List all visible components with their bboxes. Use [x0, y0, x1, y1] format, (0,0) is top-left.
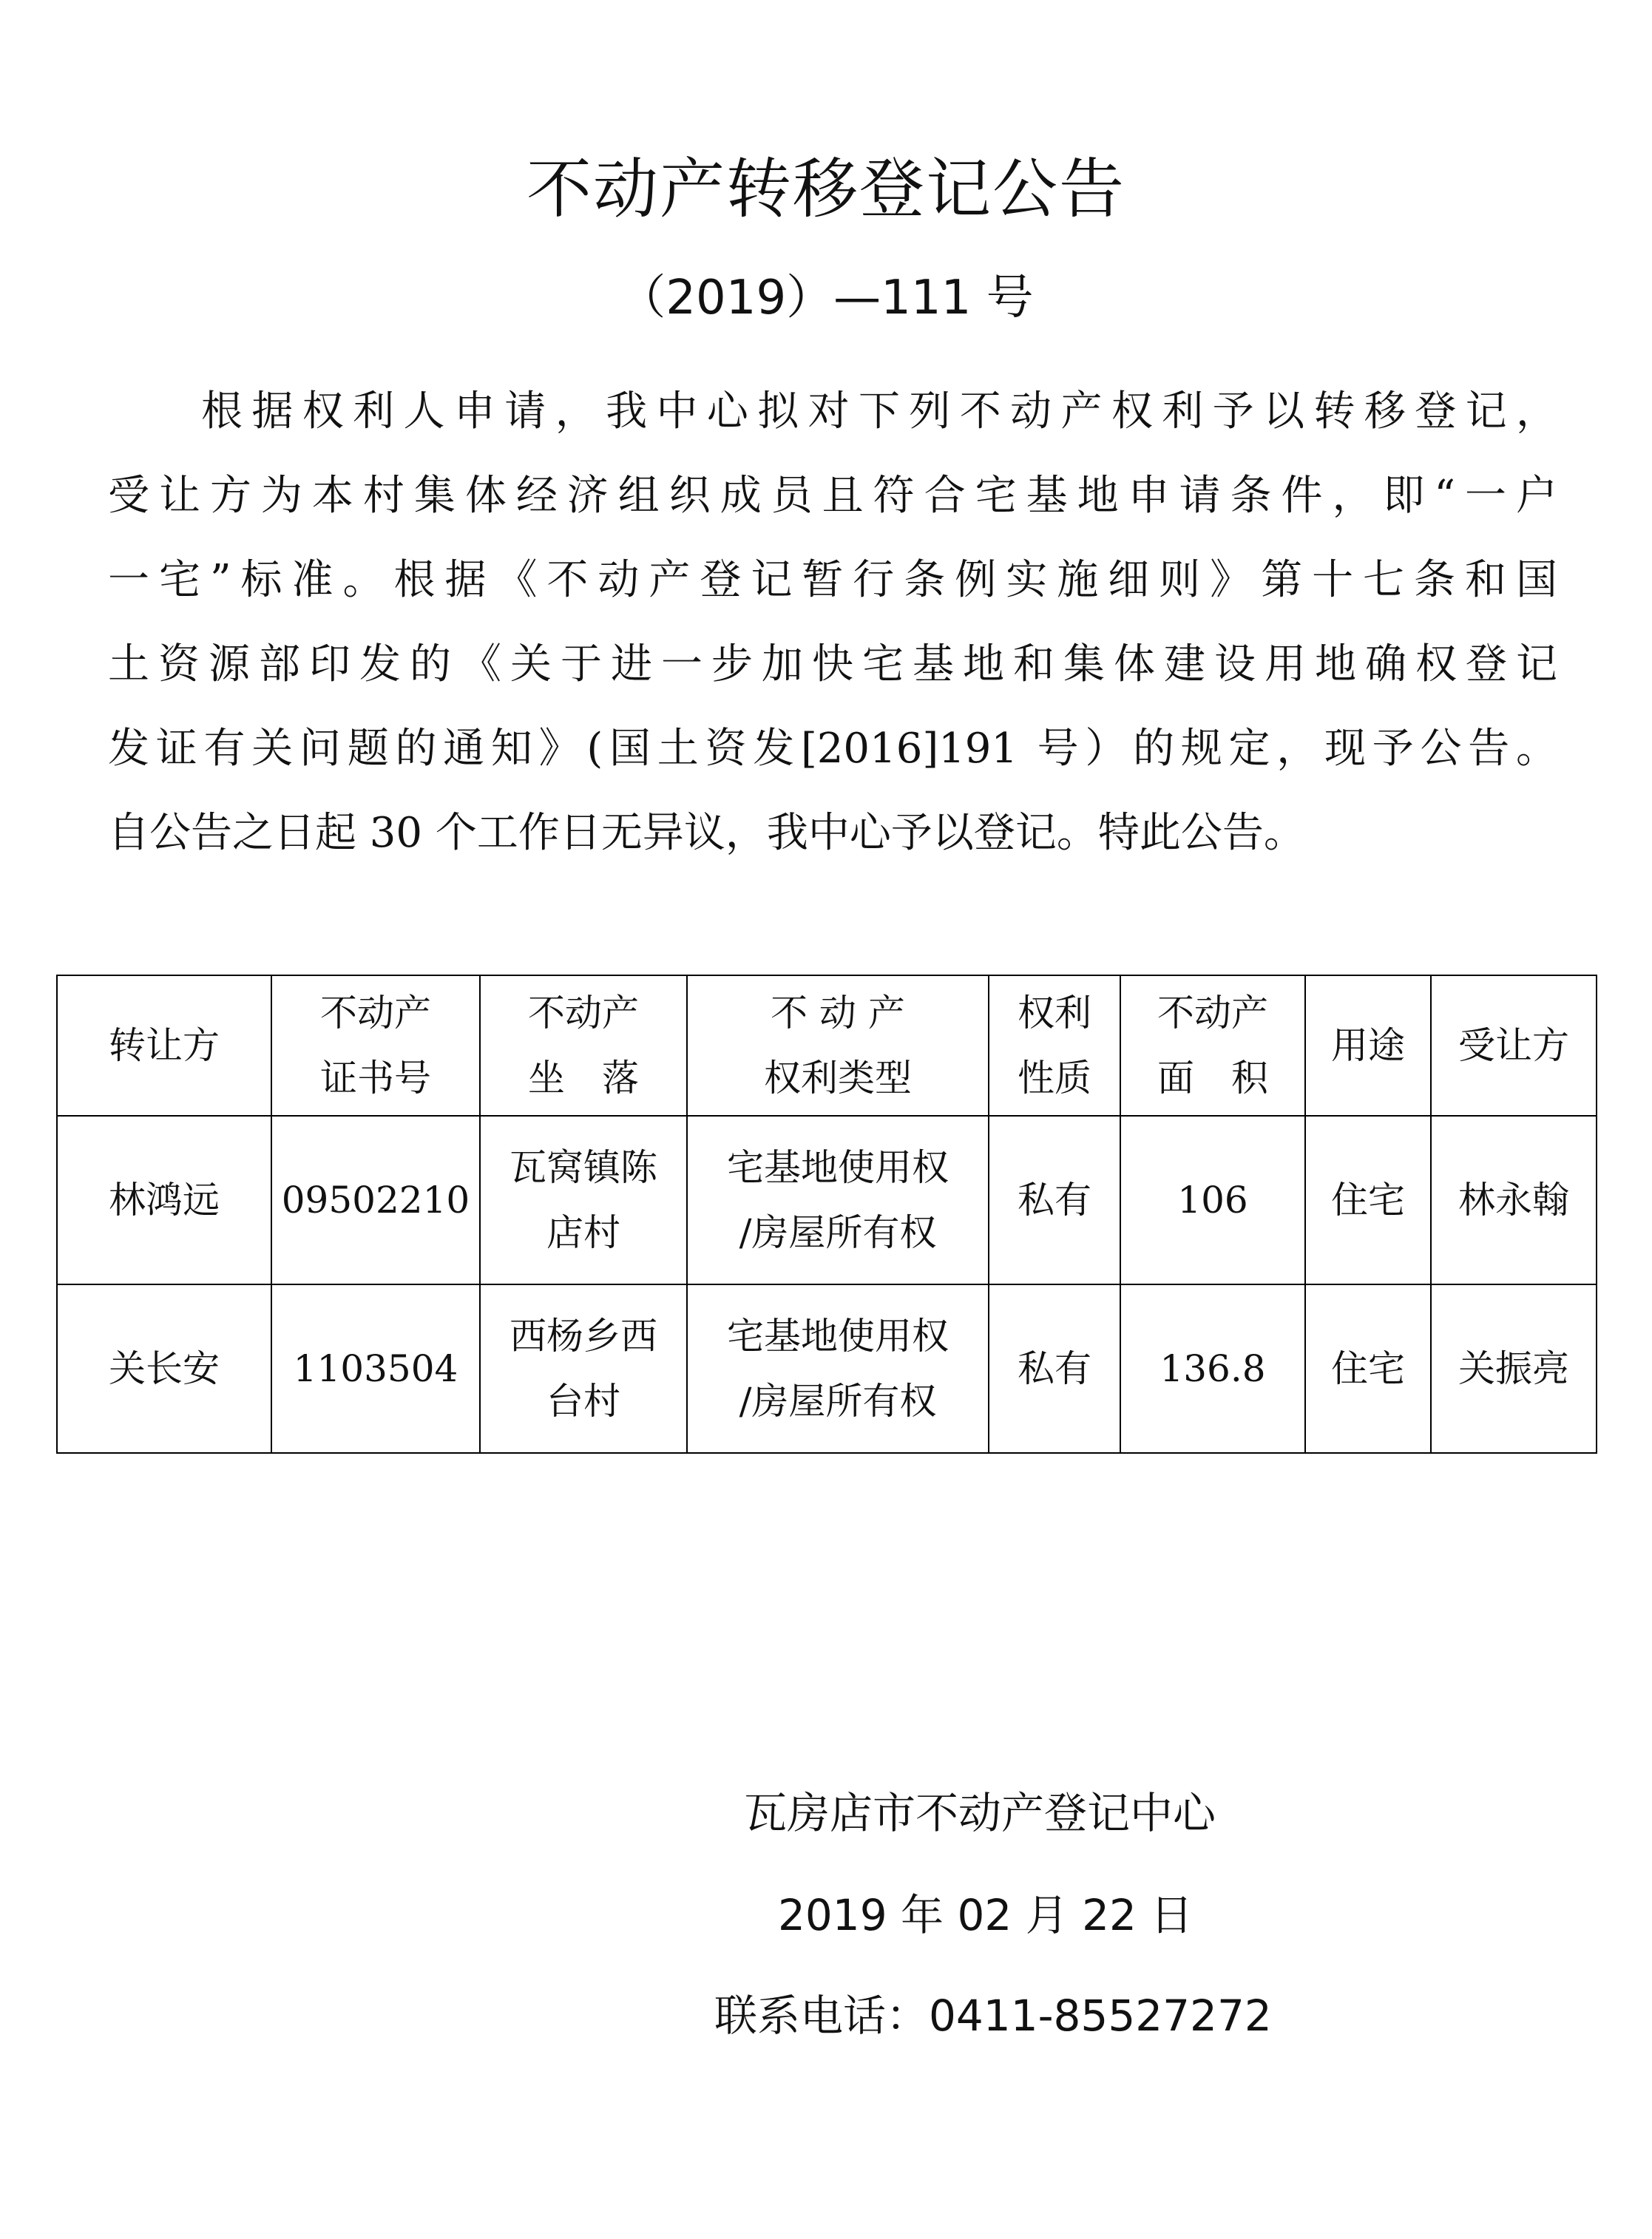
cell-location: 瓦窝镇陈 店村 — [480, 1116, 687, 1284]
header-area: 不动产 面 积 — [1120, 975, 1305, 1116]
notice-body — [108, 370, 1557, 875]
body-line: 自公告之日起 30 个工作日无异议，我中心予以登记。特此公告。 — [108, 809, 1305, 857]
body-line: 受让方为本村集体经济组织成员且符合宅基地申请条件，即“一户 — [108, 472, 1557, 520]
header-transferor: 转让方 — [57, 975, 271, 1116]
header-certificate-no: 不动产 证书号 — [271, 975, 480, 1116]
body-line: 一宅”标准。根据《不动产登记暂行条例实施细则》第十七条和国 — [108, 556, 1557, 604]
cell-transferor: 关长安 — [57, 1284, 271, 1453]
cell-usage: 住宅 — [1305, 1116, 1431, 1284]
cell-location: 西杨乡西 台村 — [480, 1284, 687, 1453]
signing-date: 2019 年 02 月 22 日 — [778, 1890, 1194, 1940]
cell-right-type: 宅基地使用权 /房屋所有权 — [687, 1284, 989, 1453]
contact-phone: 联系电话：0411-85527272 — [714, 1991, 1272, 2041]
transfer-records-table — [56, 975, 1597, 1454]
cell-area: 106 — [1120, 1116, 1305, 1284]
notice-title: 不动产转移登记公告 — [526, 151, 1125, 227]
cell-nature: 私有 — [989, 1284, 1120, 1453]
header-right-type: 不 动 产 权利类型 — [687, 975, 989, 1116]
body-line: 土资源部印发的《关于进一步加快宅基地和集体建设用地确权登记 — [108, 640, 1557, 688]
cell-transferor: 林鸿远 — [57, 1116, 271, 1284]
signing-organization: 瓦房店市不动产登记中心 — [744, 1788, 1216, 1838]
cell-area: 136.8 — [1120, 1284, 1305, 1453]
notice-number: （2019）—111 号 — [618, 271, 1034, 325]
table-row — [57, 1116, 1597, 1284]
header-nature: 权利 性质 — [989, 975, 1120, 1116]
header-transferee: 受让方 — [1431, 975, 1597, 1116]
body-line: 根据权利人申请，我中心拟对下列不动产权利予以转移登记， — [201, 387, 1557, 436]
table-row — [57, 1284, 1597, 1453]
cell-nature: 私有 — [989, 1116, 1120, 1284]
cell-certificate-no: 09502210 — [271, 1116, 480, 1284]
cell-certificate-no: 1103504 — [271, 1284, 480, 1453]
header-usage: 用途 — [1305, 975, 1431, 1116]
header-location: 不动产 坐 落 — [480, 975, 687, 1116]
body-line: 发证有关问题的通知》(国土资发[2016]191 号）的规定，现予公告。 — [108, 725, 1557, 773]
cell-transferee: 林永翰 — [1431, 1116, 1597, 1284]
cell-usage: 住宅 — [1305, 1284, 1431, 1453]
cell-transferee: 关振亮 — [1431, 1284, 1597, 1453]
table-header-row — [57, 975, 1597, 1116]
cell-right-type: 宅基地使用权 /房屋所有权 — [687, 1116, 989, 1284]
